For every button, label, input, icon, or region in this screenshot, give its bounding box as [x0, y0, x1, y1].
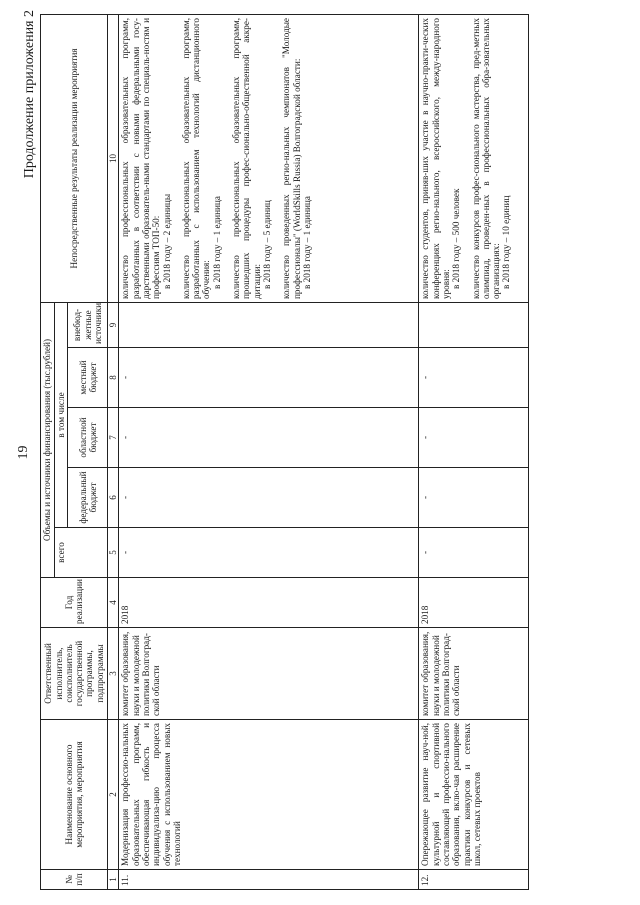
col-number: 4: [108, 578, 119, 628]
local-funding: -: [419, 348, 529, 408]
col-number: 5: [108, 528, 119, 578]
result-value: в 2018 году – 1 единица: [301, 196, 312, 289]
result-value: в 2018 году – 5 единиц: [261, 200, 272, 289]
result-value: в 2018 году – 500 человек: [451, 188, 462, 289]
col-number: 10: [108, 15, 119, 303]
result-text: количество студентов, приняв-ших участие в научно-практи-ческих конференциях регио-нального, всероссийского, между-народного уровня:: [420, 18, 451, 299]
regional-funding: -: [119, 408, 419, 468]
result-text: количество профессиональных образовательных программ, разработанных с использованием технологий дистанционного обучения:: [180, 18, 212, 299]
local-funding: -: [119, 348, 419, 408]
header-federal: федеральный бюджет: [68, 468, 108, 528]
year: 2018: [119, 578, 419, 628]
result-value: в 2018 году – 10 единиц: [501, 195, 512, 289]
table-row: [419, 15, 529, 890]
row-number: 11.: [119, 870, 419, 890]
result-text: количество профессиональных образовательных программ, прошедших процедуры профес-сионально-общественной аккре-дитации:: [231, 18, 262, 299]
extra-funding: [419, 303, 529, 348]
header-funding: Объемы и источники финансирования (тыс.рублей): [41, 303, 55, 578]
executor: комитет образования, науки и молодежной политики Волгоград-ской области: [419, 628, 529, 720]
header-including: в том числе: [55, 303, 68, 528]
page-number: 19: [16, 445, 31, 460]
result-text: количество проведенных регио-нальных чемпионатов "Молодые профессионалы" (WorldSkills Russia) Волгоградской области:: [281, 18, 302, 299]
program-table: [40, 14, 529, 890]
year: 2018: [419, 578, 529, 628]
total-funding: -: [119, 528, 419, 578]
header-total: всего: [55, 528, 108, 578]
table-row: [119, 15, 419, 890]
header-results: Непосредственные результаты реализации мероприятия: [41, 15, 108, 303]
header-regional: областной бюджет: [68, 408, 108, 468]
row-number: 12.: [419, 870, 529, 890]
col-number: 2: [108, 720, 119, 870]
federal-funding: -: [119, 468, 419, 528]
regional-funding: -: [419, 408, 529, 468]
col-number: 1: [108, 870, 119, 890]
measure-name: Модернизация профессио-нальных образовательных программ, обеспечивающая гибкость и индивидуализа-цию процесса обучения с использованием новых технологий: [119, 720, 419, 870]
total-funding: -: [419, 528, 529, 578]
results-cell: [119, 15, 419, 303]
result-text: количество конкурсов профес-сионального мастерства, пред-метных олимпиад, проведен-ных в профессиональных обра-зовательных организациях:: [470, 18, 502, 299]
header-year: Год реализации: [41, 578, 108, 628]
header-num: № п/п: [41, 870, 108, 890]
result-text: количество профессиональных образовательных программ, разработанных в соответствии с новыми федеральными госу-дарственными образователь-ными стандартами по специаль-ностям и профессиям ТОП-50:: [120, 18, 162, 299]
col-number: 6: [108, 468, 119, 528]
header-name: Наименование основного мероприятия, мероприятия: [41, 720, 108, 870]
results-cell: [419, 15, 529, 303]
result-value: в 2018 году – 2 единицы: [161, 194, 172, 289]
extra-funding: [119, 303, 419, 348]
header-executor: Ответственный исполнитель, соисполнитель государственной программы, подпрограммы: [41, 628, 108, 720]
continuation-label: Продолжение приложения 2: [22, 10, 37, 179]
col-number: 8: [108, 348, 119, 408]
measure-name: Опережающее развитие науч-ной, культурной и спортивной составляющей профессио-нального образования, вклю-чая расширение практики конкурсов и сетевых школ, сетевых проектов: [419, 720, 529, 870]
header-extra: внебюд-жетные источники: [68, 303, 108, 348]
column-numbers-row: [108, 15, 119, 890]
federal-funding: -: [419, 468, 529, 528]
executor: комитет образования, науки и молодежной политики Волгоград-ской области: [119, 628, 419, 720]
result-value: в 2018 году – 1 единица: [211, 196, 222, 289]
col-number: 9: [108, 303, 119, 348]
header-local: местный бюджет: [68, 348, 108, 408]
col-number: 3: [108, 628, 119, 720]
col-number: 7: [108, 408, 119, 468]
